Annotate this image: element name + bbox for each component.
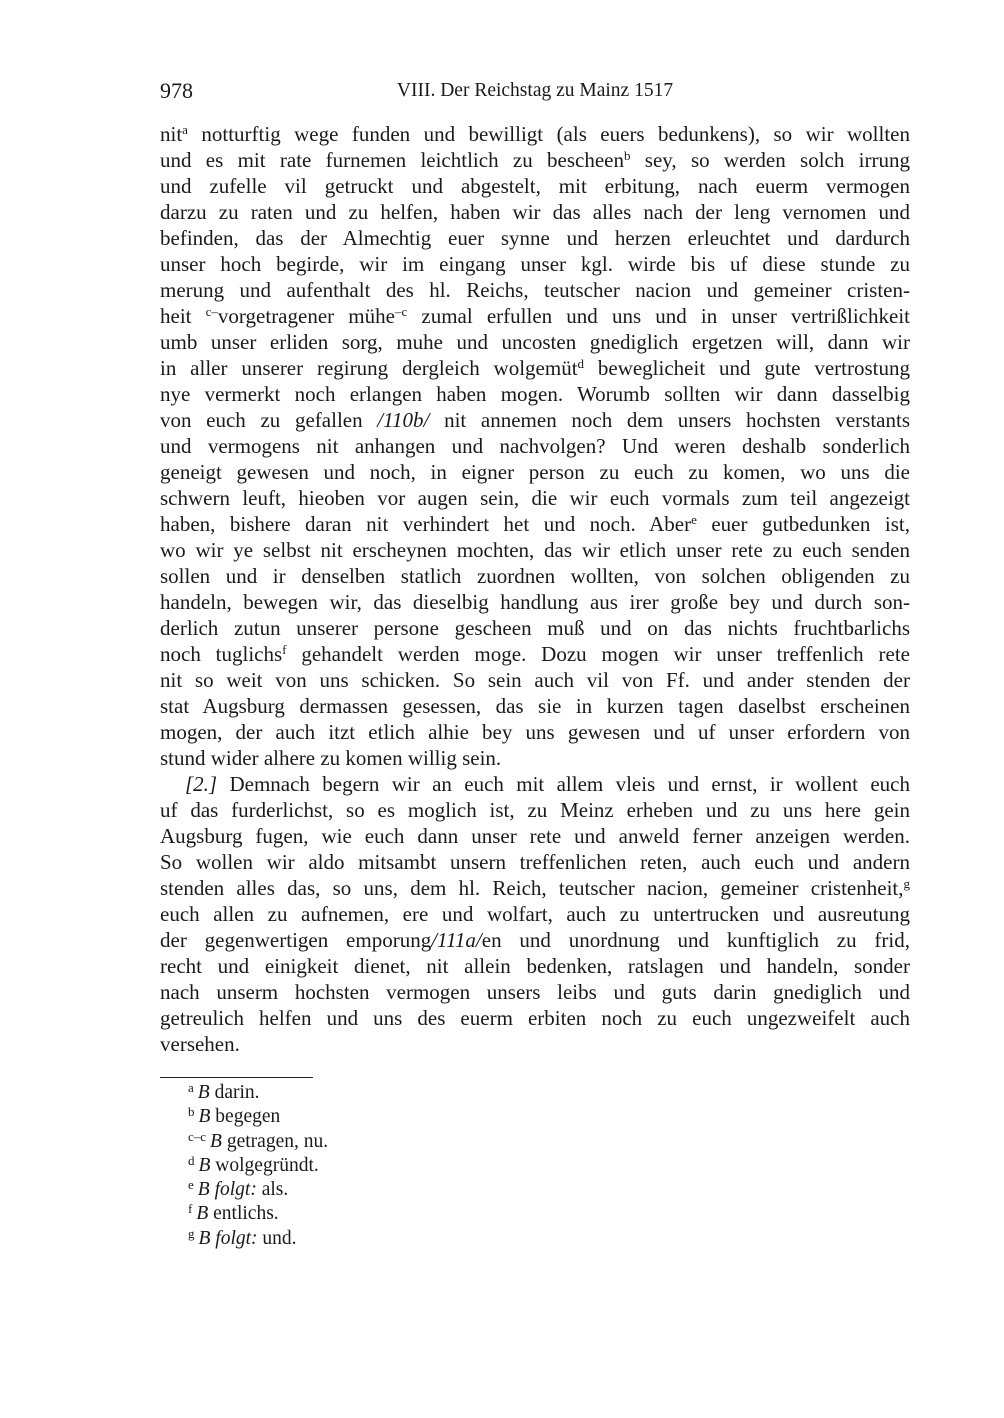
text-line: [160, 667, 910, 693]
text-line: [160, 927, 910, 953]
folio-reference: [2.]: [185, 772, 218, 796]
footnote-mark: e: [188, 1177, 194, 1193]
footnote-mark: g: [188, 1225, 195, 1241]
text-line: [160, 329, 910, 355]
text-line: [160, 979, 910, 1005]
footnote-siglum: B: [196, 1203, 209, 1225]
text-run: nye vermerkt noch erlangen haben mogen. Worumb sollten wir dann dasselbig: [160, 382, 910, 406]
text-line: [160, 407, 910, 433]
text-line: [160, 225, 910, 251]
running-head: VIII. Der Reichstag zu Mainz 1517: [396, 80, 674, 101]
text-line: [160, 121, 910, 147]
text-run: derlich zutun unserer persone gescheen muß und on das nichts fruchtbarlichs: [160, 616, 910, 640]
text-run: und es mit rate furnemen leichtlich zu bescheen: [160, 148, 624, 172]
footnote-marker: –c: [394, 304, 408, 319]
footnote-item: [188, 1130, 328, 1154]
text-line: [160, 1031, 910, 1057]
text-run: haben, bishere daran nit verhindert het und noch. Aber: [160, 512, 692, 536]
text-run: euch allen zu aufnemen, ere und wolfart, auch zu untertrucken und ausreutung: [160, 902, 910, 926]
text-run: handeln, bewegen wir, das dieselbig handlung aus irer große bey und durch son-: [160, 590, 910, 614]
footnote-siglum: B folgt:: [197, 1179, 257, 1201]
text-line: [160, 251, 910, 277]
footnote-marker: d: [577, 356, 585, 371]
text-run: nit: [160, 122, 183, 146]
footnote-mark: c–c: [188, 1128, 207, 1144]
text-line: [160, 199, 910, 225]
text-run: geneigt gewesen und noch, in eigner person zu euch zu komen, wo uns die: [160, 460, 910, 484]
text-line: [160, 797, 910, 823]
text-run: der gegenwertigen emporung: [160, 928, 432, 952]
text-run: nach unserm hochsten vermogen unsers leibs und guts darin gnediglich und: [160, 980, 910, 1004]
text-line: [160, 719, 910, 745]
text-run: unser hoch begirde, wir im eingang unser kgl. wirde bis uf diese stunde zu: [160, 252, 910, 276]
text-run: stund wider alhere zu komen willig sein.: [160, 746, 502, 770]
footnote-siglum: B: [210, 1130, 222, 1152]
text-line: [160, 381, 910, 407]
text-line: [160, 537, 910, 563]
page-number: 978: [160, 78, 193, 103]
footnote-text: und.: [257, 1227, 297, 1249]
footnote-text: getragen, nu.: [221, 1130, 329, 1152]
text-run: zumal erfullen und uns und in unser vertrißlichkeit: [407, 304, 910, 328]
folio-reference: /110b/: [377, 408, 430, 432]
text-line: [160, 303, 910, 329]
text-line: [160, 277, 910, 303]
text-run: nit annemen noch dem unsers hochsten verstants: [429, 408, 910, 432]
text-run: und zufelle vil getruckt und abgestelt, mit erbitung, nach euerm vermogen: [160, 174, 910, 198]
footnote-marker: f: [282, 642, 287, 657]
text-line: [160, 875, 910, 901]
footnote-siglum: B folgt:: [198, 1227, 258, 1249]
footnote-divider: [160, 1077, 313, 1078]
footnote-mark: f: [188, 1201, 193, 1217]
page-header: [160, 78, 910, 108]
footnote-text: darin.: [209, 1082, 260, 1103]
footnote-text: wolgegründt.: [210, 1154, 319, 1176]
text-run: mogen, der auch itzt etlich alhie bey uns gewesen und uf unser erfordern von: [160, 720, 910, 744]
text-line: [160, 953, 910, 979]
text-run: von euch zu gefallen: [160, 408, 378, 432]
text-run: merung und aufenthalt des hl. Reichs, teutscher nacion und gemeiner cristen-: [160, 278, 910, 302]
text-line: [160, 563, 910, 589]
text-run: beweglicheit und gute vertrostung: [584, 356, 910, 380]
text-run: noch tuglichs: [160, 642, 283, 666]
text-line: [160, 459, 910, 485]
text-line: [160, 901, 910, 927]
text-run: getreulich helfen und uns des euerm erbiten noch zu euch ungezweifelt auch: [160, 1006, 910, 1030]
text-line: [160, 485, 910, 511]
text-run: in aller unserer regirung dergleich wolgemüt: [160, 356, 578, 380]
footnote-mark: d: [188, 1152, 195, 1168]
text-line: [160, 823, 910, 849]
text-run: Demnach begern wir an euch mit allem vleis und ernst, ir wollent euch: [217, 772, 910, 796]
footnote-item: [188, 1081, 328, 1105]
text-run: nit so weit von uns schicken. So sein auch vil von Ff. und ander stenden der: [160, 668, 910, 692]
footnote-text: entlichs.: [208, 1203, 279, 1225]
text-line: [160, 1005, 910, 1031]
text-run: en und unordnung und kunftiglich zu frid,: [481, 928, 910, 952]
footnote-item: [188, 1154, 328, 1178]
footnote-siglum: B: [198, 1154, 211, 1176]
text-line: [160, 355, 910, 381]
text-run: umb unser erliden sorg, muhe und uncosten gnediglich ergetzen will, dann wir: [160, 330, 910, 354]
folio-reference: /111a/: [431, 928, 482, 952]
footnote-item: [188, 1178, 328, 1202]
text-line: [160, 641, 910, 667]
footnote-marker: a: [182, 122, 188, 137]
main-text: [160, 121, 910, 1057]
text-line: [160, 173, 910, 199]
footnote-marker: e: [691, 512, 697, 527]
footnote-item: [188, 1227, 328, 1251]
text-run: recht und einigkeit dienet, nit allein bedenken, ratslagen und handeln, sonder: [160, 954, 910, 978]
footnote-marker: b: [623, 148, 631, 163]
text-line: [160, 745, 910, 771]
text-run: heit: [160, 304, 206, 328]
text-run: schwern leuft, hieoben vor augen sein, die wir euch vormals zum teil angezeigt: [160, 486, 910, 510]
text-line: [160, 147, 910, 173]
footnote-mark: a: [188, 1080, 194, 1095]
text-run: uf das furderlichst, so es moglich ist, zu Meinz erheben und zu uns here gein: [160, 798, 910, 822]
footnote-siglum: B: [198, 1106, 211, 1128]
footnote-siglum: B: [197, 1082, 210, 1103]
text-run: gehandelt werden moge. Dozu mogen wir unser treffenlich rete: [286, 642, 910, 666]
text-run: versehen.: [160, 1032, 240, 1056]
footnote-text: begegen: [210, 1106, 281, 1128]
text-run: So wollen wir aldo mitsambt unsern treffenlichen reten, auch euch und andern: [160, 850, 910, 874]
footnotes: [188, 1081, 328, 1251]
text-run: vorgetragener mühe: [217, 304, 395, 328]
footnote-marker: g: [903, 876, 910, 891]
text-run: und vermogens nit anhangen und nachvolgen? Und weren deshalb sonderlich: [160, 434, 910, 458]
text-run: notturftig wege funden und bewilligt (als euers bedunkens), so wir wollten: [187, 122, 910, 146]
text-run: befinden, das der Almechtig euer synne und herzen erleuchtet und dardurch: [160, 226, 910, 250]
text-run: stat Augsburg dermassen gesessen, das sie in kurzen tagen daselbst erscheinen: [160, 694, 910, 718]
text-line: [160, 589, 910, 615]
footnote-text: als.: [256, 1179, 289, 1201]
text-run: sollen und ir denselben statlich zuordnen wollten, von solchen obligenden zu: [160, 564, 910, 588]
footnote-marker: c–: [205, 304, 218, 319]
text-line: [160, 511, 910, 537]
text-run: stenden alles das, so uns, dem hl. Reich, teutscher nacion, gemeiner cristenheit,: [160, 876, 904, 900]
text-run: darzu zu raten und zu helfen, haben wir das alles nach der leng vernomen und: [160, 200, 910, 224]
footnote-item: [188, 1105, 328, 1129]
footnote-item: [188, 1202, 328, 1226]
footnote-mark: b: [188, 1104, 195, 1120]
text-run: euer gutbedunken ist,: [696, 512, 910, 536]
text-line: [160, 615, 910, 641]
text-line: [160, 433, 910, 459]
text-line: [160, 693, 910, 719]
text-run: sey, so werden solch irrung: [630, 148, 910, 172]
text-line: [160, 771, 910, 797]
text-line: [160, 849, 910, 875]
text-run: Augsburg fugen, wie euch dann unser rete und anweld ferner anzeigen werden.: [160, 824, 910, 848]
text-run: wo wir ye selbst nit erscheynen mochten, das wir etlich unser rete zu euch senden: [160, 538, 910, 562]
